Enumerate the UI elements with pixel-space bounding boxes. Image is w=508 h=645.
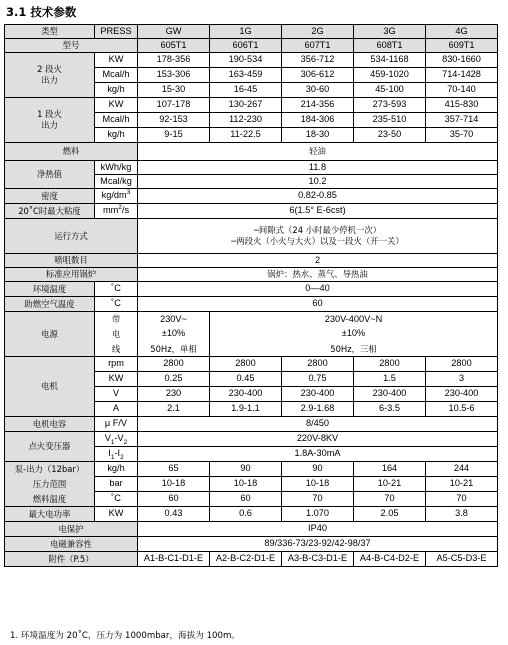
cell: 164 bbox=[354, 462, 426, 477]
cell: 356-712 bbox=[282, 53, 354, 68]
cell: 3.8 bbox=[426, 507, 498, 522]
cell: 2800 bbox=[282, 357, 354, 372]
boiler-row bbox=[5, 268, 498, 282]
cell: 2.1 bbox=[138, 402, 210, 417]
cell: 6-3.5 bbox=[354, 402, 426, 417]
cell: 214-356 bbox=[282, 98, 354, 113]
net-heat-value-mcal: 10.2 bbox=[138, 175, 498, 189]
model-2g: 607T1 bbox=[282, 39, 354, 53]
net-heat-row-1 bbox=[5, 161, 498, 175]
viscosity-row bbox=[5, 204, 498, 219]
cell: 112-230 bbox=[210, 113, 282, 128]
emc-row bbox=[5, 537, 498, 552]
cell: 130-267 bbox=[210, 98, 282, 113]
power-unit-1: 带 bbox=[95, 312, 138, 327]
press-label: PRESS bbox=[95, 25, 138, 39]
cell: 16-45 bbox=[210, 83, 282, 98]
cell: 235-510 bbox=[354, 113, 426, 128]
cell: 2.9-1.68 bbox=[282, 402, 354, 417]
cell: 60 bbox=[138, 492, 210, 507]
air-temp-value: 60 bbox=[138, 297, 498, 312]
unit-kw: KW bbox=[95, 507, 138, 522]
pump-temp-label: 燃料温度 bbox=[5, 492, 95, 507]
two-stage-output-label: 2 段火 出力 bbox=[5, 53, 95, 98]
cell: A4-B-C4-D2-E bbox=[354, 552, 426, 567]
protection-value: IP40 bbox=[138, 522, 498, 537]
cell: 70 bbox=[354, 492, 426, 507]
unit-kw: KW bbox=[95, 372, 138, 387]
type-2g: 2G bbox=[282, 25, 354, 39]
net-heat-unit-kwh: kWh/kg bbox=[95, 161, 138, 175]
cell: 23-50 bbox=[354, 128, 426, 143]
cell: 230-400 bbox=[354, 387, 426, 402]
operation-row bbox=[5, 219, 498, 254]
density-value: 0.82-0.85 bbox=[138, 189, 498, 204]
viscosity-value: 6(1.5° E-6cst) bbox=[138, 204, 498, 219]
cell: 2800 bbox=[426, 357, 498, 372]
cell: 18-30 bbox=[282, 128, 354, 143]
cell: 0.25 bbox=[138, 372, 210, 387]
emc-value: 89/336-73/23-92/42-98/37 bbox=[138, 537, 498, 552]
motor-label: 电机 bbox=[5, 357, 95, 417]
capacitor-unit: μ F/V bbox=[95, 417, 138, 432]
cell: 190-534 bbox=[210, 53, 282, 68]
cell: A2-B-C2-D1-E bbox=[210, 552, 282, 567]
unit-mcal: Mcal/h bbox=[95, 68, 138, 83]
density-row bbox=[5, 189, 498, 204]
accessories-row bbox=[5, 552, 498, 567]
cell: 10-21 bbox=[354, 477, 426, 492]
pump-output-row bbox=[5, 462, 498, 477]
motor-rpm-row bbox=[5, 357, 498, 372]
cell: 2800 bbox=[210, 357, 282, 372]
cell: 70-140 bbox=[426, 83, 498, 98]
pump-pressure-label: 压力范围 bbox=[5, 477, 95, 492]
cell: 178-356 bbox=[138, 53, 210, 68]
cell: 306-612 bbox=[282, 68, 354, 83]
power-gw-frequency: 50Hz，单相 bbox=[138, 342, 210, 357]
emc-label: 电磁兼容性 bbox=[5, 537, 138, 552]
footnote: 1. 环境温度为 20˚C，压力为 1000mbar，海拔为 100m。 bbox=[10, 631, 240, 641]
type-label: 类型 bbox=[5, 25, 95, 39]
pump-pressure-row bbox=[5, 477, 498, 492]
power-other-frequency: 50Hz，三相 bbox=[210, 342, 498, 357]
max-power-row bbox=[5, 507, 498, 522]
boiler-label: 标准应用锅炉 bbox=[5, 268, 138, 282]
cell: 15-30 bbox=[138, 83, 210, 98]
ignition-unit-v: $V_1-V_2$ bbox=[95, 432, 138, 447]
max-power-label: 最大电功率 bbox=[5, 507, 95, 522]
pump-temp-row bbox=[5, 492, 498, 507]
net-heat-label: 净热值 bbox=[5, 161, 95, 189]
protection-label: 电保护 bbox=[5, 522, 138, 537]
type-1g: 1G bbox=[210, 25, 282, 39]
cell: 0.43 bbox=[138, 507, 210, 522]
cell: 45-100 bbox=[354, 83, 426, 98]
cell: A3-B-C3-D1-E bbox=[282, 552, 354, 567]
cell: 90 bbox=[282, 462, 354, 477]
cell: 163-459 bbox=[210, 68, 282, 83]
operation-label: 运行方式 bbox=[5, 219, 138, 254]
ignition-row-1 bbox=[5, 432, 498, 447]
cell: 2.05 bbox=[354, 507, 426, 522]
unit-kw: KW bbox=[95, 53, 138, 68]
env-temp-label: 环境温度 bbox=[5, 282, 95, 297]
ignition-value-v: 220V-8KV bbox=[138, 432, 498, 447]
air-temp-row bbox=[5, 297, 498, 312]
cell: 153-306 bbox=[138, 68, 210, 83]
cell: 11-22.5 bbox=[210, 128, 282, 143]
cell: 30-60 bbox=[282, 83, 354, 98]
cell: 230-400 bbox=[282, 387, 354, 402]
unit-kg: kg/h bbox=[95, 128, 138, 143]
model-gw: 605T1 bbox=[138, 39, 210, 53]
fuel-row bbox=[5, 143, 498, 161]
nozzles-value: 2 bbox=[138, 254, 498, 268]
two-stage-kw-row bbox=[5, 53, 498, 68]
model-label: 型号 bbox=[5, 39, 138, 53]
cell: 70 bbox=[282, 492, 354, 507]
net-heat-value-kwh: 11.8 bbox=[138, 161, 498, 175]
cell: 1.9-1.1 bbox=[210, 402, 282, 417]
cell: 184-306 bbox=[282, 113, 354, 128]
ignition-label: 点火变压器 bbox=[5, 432, 95, 462]
cell: 3 bbox=[426, 372, 498, 387]
nozzles-label: 喷咀数目 bbox=[5, 254, 138, 268]
cell: 65 bbox=[138, 462, 210, 477]
unit-v: V bbox=[95, 387, 138, 402]
air-temp-unit: ˚C bbox=[95, 297, 138, 312]
technical-parameters-table bbox=[4, 24, 498, 567]
cell: 107-178 bbox=[138, 98, 210, 113]
unit-kw: KW bbox=[95, 98, 138, 113]
unit-c: ˚C bbox=[95, 492, 138, 507]
type-4g: 4G bbox=[426, 25, 498, 39]
cell: 459-1020 bbox=[354, 68, 426, 83]
pump-output-label: 泵-出力（12bar） bbox=[5, 462, 95, 477]
cell: 230-400 bbox=[426, 387, 498, 402]
boiler-value: 锅炉：热水、蒸气、导热油 bbox=[138, 268, 498, 282]
unit-rpm: rpm bbox=[95, 357, 138, 372]
power-gw-voltage: 230V~ bbox=[138, 312, 210, 327]
cell: 10.5-6 bbox=[426, 402, 498, 417]
env-temp-value: 0—40 bbox=[138, 282, 498, 297]
fuel-value: 轻油 bbox=[138, 143, 498, 161]
cell: 35-70 bbox=[426, 128, 498, 143]
model-3g: 608T1 bbox=[354, 39, 426, 53]
unit-kg: kg/h bbox=[95, 462, 138, 477]
cell: 10-18 bbox=[210, 477, 282, 492]
type-row bbox=[5, 25, 498, 39]
section-heading: 3.1 技术参数 bbox=[6, 5, 77, 19]
env-temp-unit: ˚C bbox=[95, 282, 138, 297]
power-other-tolerance: ±10% bbox=[210, 327, 498, 342]
cell: 90 bbox=[210, 462, 282, 477]
accessories-label: 附件（P.5） bbox=[5, 552, 138, 567]
cell: 415-830 bbox=[426, 98, 498, 113]
type-3g: 3G bbox=[354, 25, 426, 39]
cell: 244 bbox=[426, 462, 498, 477]
cell: 9-15 bbox=[138, 128, 210, 143]
power-gw-tolerance: ±10% bbox=[138, 327, 210, 342]
capacitor-row bbox=[5, 417, 498, 432]
cell: 0.45 bbox=[210, 372, 282, 387]
fuel-label: 燃料 bbox=[5, 143, 138, 161]
cell: 10-18 bbox=[282, 477, 354, 492]
one-stage-kw-row bbox=[5, 98, 498, 113]
cell: 10-21 bbox=[426, 477, 498, 492]
unit-kg: kg/h bbox=[95, 83, 138, 98]
unit-a: A bbox=[95, 402, 138, 417]
viscosity-unit: $mm^2/s$ bbox=[95, 204, 138, 219]
cell: 60 bbox=[210, 492, 282, 507]
capacitor-label: 电机电容 bbox=[5, 417, 95, 432]
one-stage-output-label: 1 段火 出力 bbox=[5, 98, 95, 143]
unit-mcal: Mcal/h bbox=[95, 113, 138, 128]
cell: 273-593 bbox=[354, 98, 426, 113]
viscosity-label: 20˚C时最大粘度 bbox=[5, 204, 95, 219]
cell: A1-B-C1-D1-E bbox=[138, 552, 210, 567]
nozzles-row bbox=[5, 254, 498, 268]
power-unit-3: 线 bbox=[95, 342, 138, 357]
ignition-unit-i: $I_1-I_2$ bbox=[95, 447, 138, 462]
density-label: 密度 bbox=[5, 189, 95, 204]
cell: 10-18 bbox=[138, 477, 210, 492]
ignition-value-i: 1.8A-30mA bbox=[138, 447, 498, 462]
cell: 357-714 bbox=[426, 113, 498, 128]
cell: 534-1168 bbox=[354, 53, 426, 68]
power-label: 电源 bbox=[5, 312, 95, 357]
power-other-voltage: 230V-400V~N bbox=[210, 312, 498, 327]
net-heat-unit-mcal: Mcal/kg bbox=[95, 175, 138, 189]
cell: 830-1660 bbox=[426, 53, 498, 68]
cell: 1.5 bbox=[354, 372, 426, 387]
cell: 230 bbox=[138, 387, 210, 402]
power-unit-2: 电 bbox=[95, 327, 138, 342]
model-4g: 609T1 bbox=[426, 39, 498, 53]
protection-row bbox=[5, 522, 498, 537]
power-row-1 bbox=[5, 312, 498, 327]
operation-value: ─间隙式（24 小时最少停机一次） ─两段火（小火与大火）以及一段火（开一关） bbox=[138, 219, 498, 254]
cell: 230-400 bbox=[210, 387, 282, 402]
cell: 2800 bbox=[138, 357, 210, 372]
model-row bbox=[5, 39, 498, 53]
density-unit: $kg/dm^3$ bbox=[95, 189, 138, 204]
model-1g: 606T1 bbox=[210, 39, 282, 53]
unit-bar: bar bbox=[95, 477, 138, 492]
type-gw: GW bbox=[138, 25, 210, 39]
cell: 2800 bbox=[354, 357, 426, 372]
cell: 0.75 bbox=[282, 372, 354, 387]
cell: A5-C5-D3-E bbox=[426, 552, 498, 567]
env-temp-row bbox=[5, 282, 498, 297]
cell: 92-153 bbox=[138, 113, 210, 128]
capacitor-value: 8/450 bbox=[138, 417, 498, 432]
air-temp-label: 助燃空气温度 bbox=[5, 297, 95, 312]
cell: 1.070 bbox=[282, 507, 354, 522]
cell: 70 bbox=[426, 492, 498, 507]
cell: 714-1428 bbox=[426, 68, 498, 83]
cell: 0.6 bbox=[210, 507, 282, 522]
